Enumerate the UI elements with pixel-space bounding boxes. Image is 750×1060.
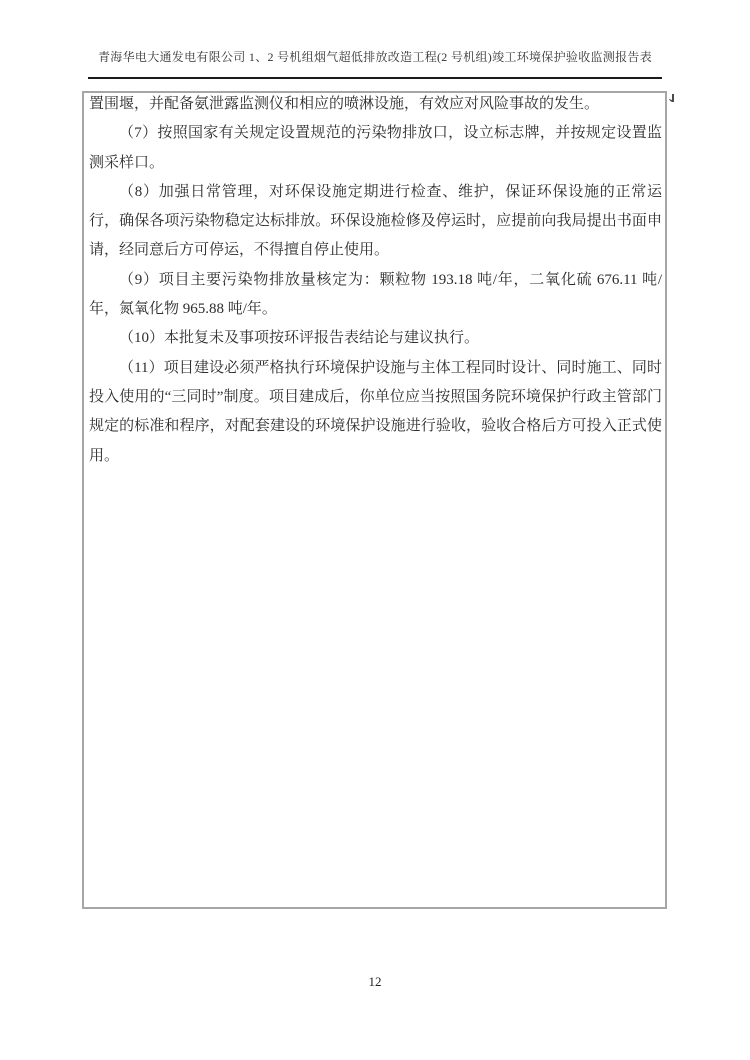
paragraph-risk-measures: 置围堰，并配备氨泄露监测仪和相应的喷淋设施，有效应对风险事故的发生。 xyxy=(89,96,600,112)
report-table-cell xyxy=(82,91,667,909)
paragraph-item-11: （11）项目建设必须严格执行环境保护设施与主体工程同时设计、同时施工、同时投入使用的“三同时”制度。项目建成后，你单位应当按照国务院环境保护行政主管部门规定的标准和程序，对配套建设的环境保护设施进行验收，验收合格后方可投入正式使用。 xyxy=(89,359,662,464)
paragraph-item-10: （10）本批复未及事项按环评报告表结论与建议执行。 xyxy=(119,330,480,347)
paragraph-item-9: （9）项目主要污染物排放量核定为：颗粒物 193.18 吨/年，二氧化硫 676.11 吨/年，氮氧化物 965.88 吨/年。 xyxy=(89,271,662,318)
cell-text-block xyxy=(84,90,665,471)
paragraph-item-7: （7）按照国家有关规定设置规范的污染物排放口，设立标志牌，并按规定设置监测采样口。 xyxy=(89,125,662,171)
paragraph-item-8: （8）加强日常管理，对环保设施定期进行检查、维护，保证环保设施的正常运行，确保各项污染物稳定达标排放。环保设施检修及停运时，应提前向我局提出书面申请，经同意后方可停运，不得擅自停止使用。 xyxy=(89,183,662,259)
document-header-title: 青海华电大通发电有限公司 1、2 号机组烟气超低排放改造工程(2 号机组)竣工环境保护验收监测报告表 xyxy=(98,50,652,64)
header-rule-divider xyxy=(88,77,662,79)
page-number: 12 xyxy=(368,974,382,989)
cell-end-mark-icon xyxy=(669,94,674,102)
